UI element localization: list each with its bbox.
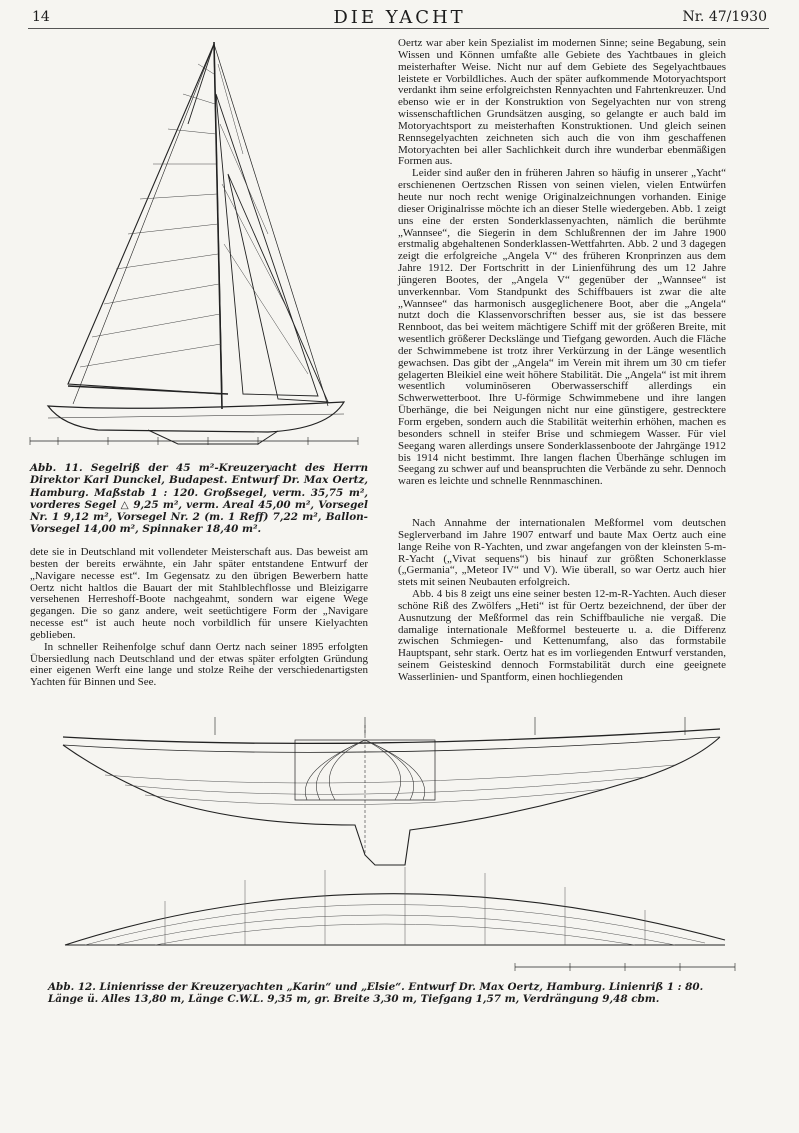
paragraph: dete sie in Deutschland mit vollendeter Meisterschaft aus. Das beweist am besten der bereits erwähnte, ein Jahr später entstandene Entwurf der „Navigare necesse est“. Im Gegensatz zu den übrigen Bewerbern hatte Oertz nicht haltlos die Bauart der mit Stahlblechflosse und Bleizigarre versehenen Herreshoff-Boote nachgeahmt, sondern war eigene Wege gegangen. Die so ganz andere, weit seetüchtigere Form der „Navigare necesse est“ ist auch heute noch vorbildlich für unsere Kielyachten geblieben. (30, 546, 368, 641)
magazine-title: DIE YACHT (333, 7, 466, 28)
paragraph: Nach Annahme der internationalen Meßformel vom deutschen Seglerverband im Jahre 1907 entwarf und baute Max Oertz auch eine lange Reihe von R-Yachten, und zwar angefangen von der kleinsten 5-m-R-Yacht („Vivat sequens“) bis hinauf zur größten Schonerklasse („Germania“, „Meteor IV“ und V). Wie überall, so war Oertz auch hier stets mit seinen Neubauten erfolgreich. (398, 517, 726, 589)
issue-number: Nr. 47/1930 (682, 9, 767, 25)
paragraph: In schneller Reihenfolge schuf dann Oertz nach seiner 1895 erfolgten Übersiedlung nach Deutschland und der etwas später erfolgten Gründung einer eigenen Werft eine lange und stolze Reihe der verschiedenartigsten Yachten für Binnen und See. (30, 640, 368, 689)
header-rule (28, 28, 769, 29)
figure-12-caption: Abb. 12. Linienrisse der Kreuzeryachten „Karin“ und „Elsie“. Entwurf Dr. Max Oertz, Hamburg. Linienriß 1 : 80. Länge ü. Alles 13,80 m, Länge C.W.L. 9,35 m, gr. Breite 3,30 m, Tiefgang 1,57 m, Verdrängung 9,48 cbm. (48, 981, 704, 1006)
article-column-right-top (398, 38, 726, 488)
paragraph: Abb. 4 bis 8 zeigt uns eine seiner besten 12-m-R-Yachten. Auch dieser schöne Riß des Zwölfers „Heti“ ist für Oertz bezeichnend, der über der Ausnutzung der Meßformel das rein Schiffbauliche nie vergaß. Die damalige internationale Meßformel besteuerte u. a. die Differenz zwischen Schmiegen- und Kettenumfang, also das formstabile Hauptspant, sehr stark. Oertz hat es im vorliegenden Entwurf verstanden, seinem Geisteskind dennoch Formstabilität durch eine geeignete Wasserlinien- und Spantform, einen hochliegenden (398, 588, 726, 683)
article-column-left (30, 547, 368, 689)
page-number: 14 (32, 9, 50, 25)
page-header (30, 6, 769, 30)
paragraph: Oertz war aber kein Spezialist im modernen Sinne; seine Begabung, sein Wissen und Können umfaßte alle Gebiete des Yachtbaues in gleich meisterhafter Weise. Nicht nur auf dem Gebiete des Segelyachtbaues leistete er Vorbildliches. Auch der später aufkommende Motoryachtsport verdankt ihm seine erfolgreichsten Rennyachten und Fahrtenkreuzer. Und ebenso wie er in der Konstruktion von Segelyachten nur von streng wissenschaftlichen Grundsätzen ausging, so gelangte er auch bald im Motoryachtsport zu meisterhaften Konstruktionen. Und gleich seinen Rennsegelyachten zeichneten sich auch die von ihm geschaffenen Motoryachten bei aller Sachlichkeit durch ihre wunderbar ebenmäßigen Formen aus. (398, 37, 726, 168)
paragraph: Leider sind außer den in früheren Jahren so häufig in unserer „Yacht“ erschienenen Oertzschen Rissen von seinen vielen, vielen Entwürfen heute nur noch recht wenige Originalzeichnungen vorhanden. Einige dieser Originalrisse möchte ich an dieser Stelle wiedergeben. Abb. 1 zeigt uns eine der ersten Sonderklassenyachten, nämlich die berühmte „Wannsee“, die Siegerin in dem Schlußrennen der im Jahre 1900 erstmalig abgehaltenen Sonderklassen-Wettfahrten. Abb. 2 und 3 dagegen zeigt die erfolgreiche „Angela V“ des früheren Kronprinzen aus dem Jahre 1912. Der Fortschritt in der Linienführung des um 12 Jahre jüngeren Bootes, der „Angela V“ gegenüber der „Wannsee“ ist unverkennbar. Vom Standpunkt des Schiffbauers ist zwar die alte „Wannsee“ das harmonisch ausgeglichenere Boot, aber die „Angela“ nutzt doch die Klassenvorschriften besser aus, sie ist das bessere Rennboot, das bei weitem mächtigere Schiff mit der größeren Breite, mit wesentlich größerer Deckslänge und Tiefgang geworden. Auch die Fläche der Schwimmebene ist trotz ihrer Verkürzung in der Länge wesentlich gewachsen. Das gibt der „Angela“ im Verein mit ihrem um 30 cm tiefer gelagerten Bleikiel eine weit höhere Stabilität. Die „Angela“ ist mit ihrem wesentlich voluminöseren Oberwasserschiff allerdings ein Schwerwetterboot. Ihre U-förmige Schwimmebene und ihre langen Überhänge, die bei Neigungen nicht nur eine günstigere, gestrecktere Form ergeben, sondern auch die Stabilität weiterhin erhöhen, machen es besonders schnell in steifer Brise und schmiegem Wasser. Für viel Seegang waren allerdings unsere Sonderklassenboote der Jahrgänge 1912 bis 1914 nicht bestimmt. Ihre langen flachen Überhänge schlugen im Seegang zu schwer auf und beanspruchten die Verbände zu sehr. Dennoch waren es leichte und schnelle Rennmaschinen. (398, 167, 726, 488)
article-column-right-bottom (398, 518, 726, 684)
lines-plan-drawing (45, 705, 745, 975)
sail-plan-drawing (28, 34, 388, 452)
figure-11-caption: Abb. 11. Segelriß der 45 m²-Kreuzeryacht des Herrn Direktor Karl Dunckel, Budapest. Entwurf Dr. Max Oertz, Hamburg. Maßstab 1 : 120. Großsegel, verm. 35,75 m², vorderes Segel △ 9,25 m², verm. Areal 45,00 m², Vorsegel Nr. 1 9,12 m², Vorsegel Nr. 2 (m. 1 Reff) 7,22 m², Ballon-Vorsegel 14,00 m², Spinnaker 18,40 m². (30, 462, 368, 536)
